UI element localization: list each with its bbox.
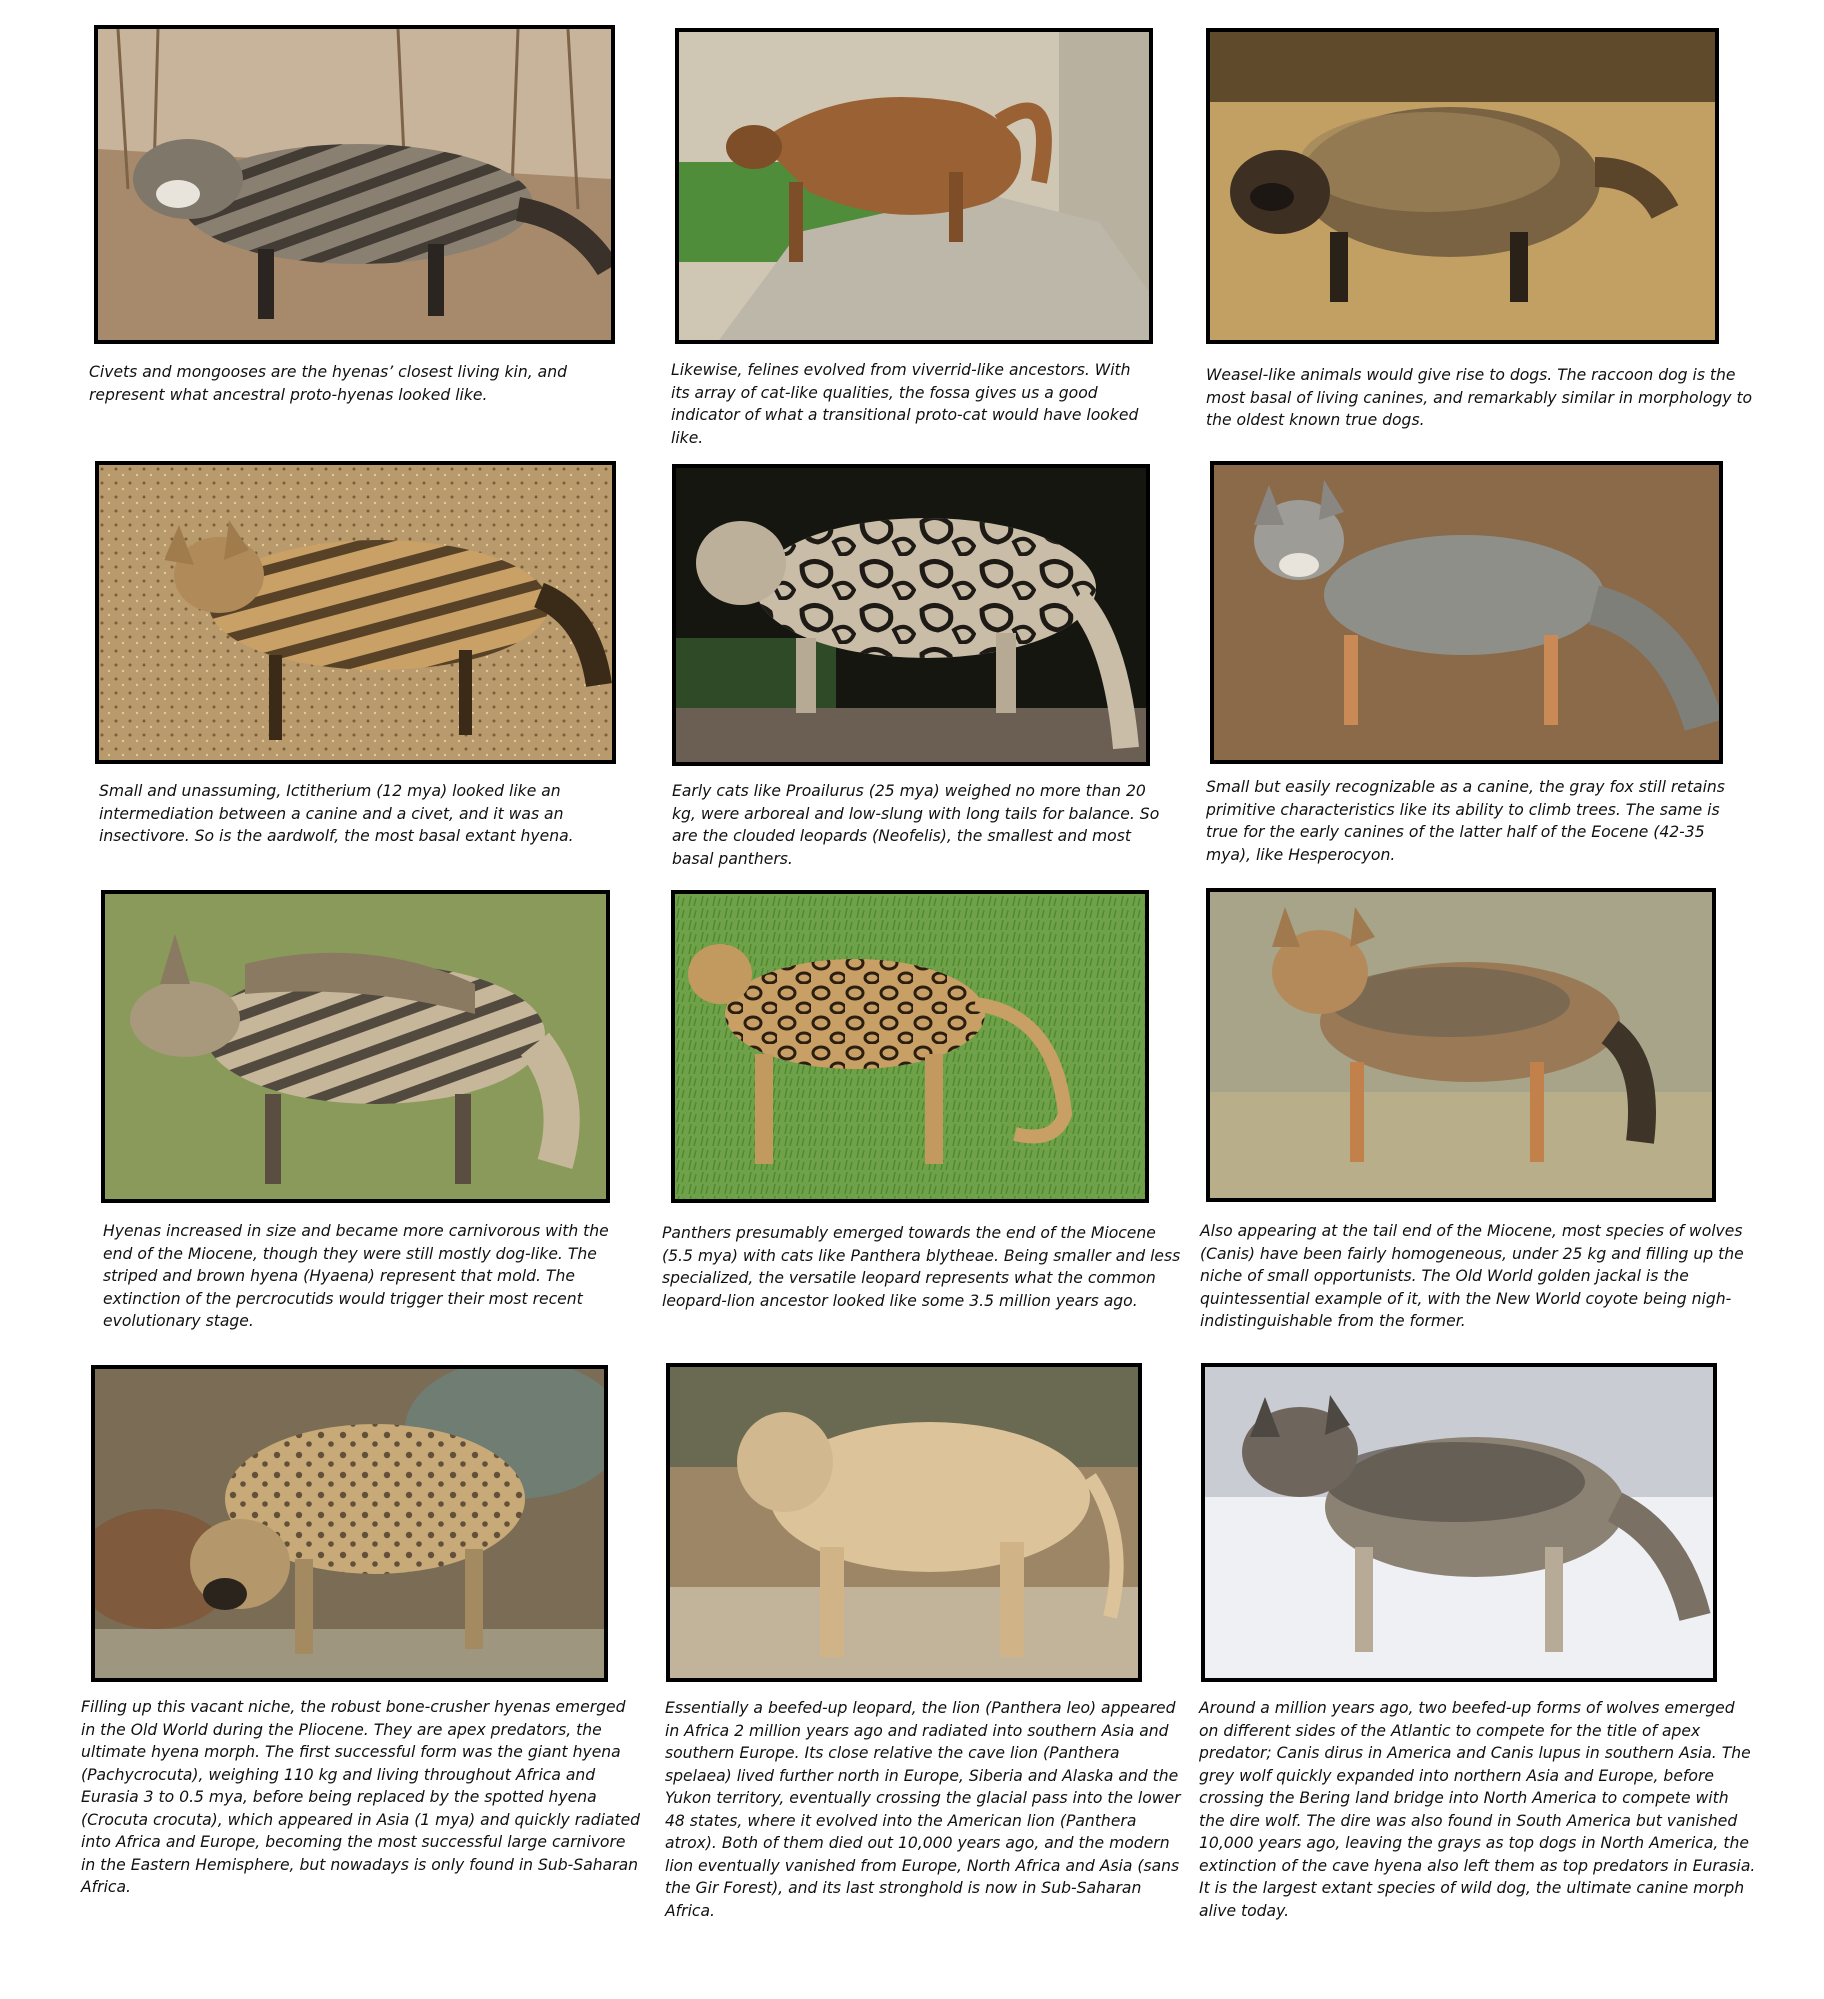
wolf-caption: Around a million years ago, two beefed-up forms of wolves emerged on different sides of the Atlantic to compete for the title of apex predator; Canis dirus in America and Canis lupus in southern Asia. The grey wolf quickly expanded into northern Asia and Europe, before crossing the Bering land bridge into North America to compete with the dire wolf. The dire was also found in South America but vanished 10,000 years ago, leaving the grays as top dogs in North America, the extinction of the cave hyena also left them as top predators in Eurasia. It is the largest extant species of wild dog, the ultimate canine morph alive today.: [1199, 1699, 1756, 1920]
clouded-leopard-photo: [672, 464, 1150, 766]
leopard-photo: [671, 890, 1149, 1203]
lion-illustration: [670, 1367, 1138, 1678]
clouded-leopard-illustration: [676, 468, 1146, 762]
raccoon-dog-photo: [1206, 28, 1719, 344]
aardwolf-caption: Small and unassuming, Ictitherium (12 mya) looked like an intermediation between a canine and a civet, and it was an insectivore. So is the aardwolf, the most basal extant hyena.: [99, 782, 574, 845]
leopard-illustration: [675, 894, 1145, 1199]
jackal-caption: Also appearing at the tail end of the Miocene, most species of wolves (Canis) have been fairly homogeneous, under 25 kg and filling up the niche of small opportunists. The Old World golden jackal is the quintessential example of it, with the New World coyote being nigh-indistinguishable from the former.: [1200, 1222, 1744, 1330]
striped-hyena-photo: [101, 890, 610, 1203]
leopard-caption: Panthers presumably emerged towards the end of the Miocene (5.5 mya) with cats like Panthera blytheae. Being smaller and less specialized, the versatile leopard represents what the common leopard-lion ancestor looked like some 3.5 million years ago.: [662, 1224, 1181, 1310]
aardwolf-illustration: [99, 465, 612, 760]
spotted-hyena-photo: [91, 1365, 608, 1682]
wolf-illustration: [1205, 1367, 1713, 1678]
striped-hyena-illustration: [105, 894, 606, 1199]
striped-hyena-caption: Hyenas increased in size and became more carnivorous with the end of the Miocene, though they were still mostly dog-like. The striped and brown hyena (Hyaena) represent that mold. The extinction of the percrocutids would trigger their most recent evolutionary stage.: [103, 1222, 609, 1330]
civet-illustration: [98, 29, 611, 340]
spotted-hyena-caption: Filling up this vacant niche, the robust bone-crusher hyenas emerged in the Old World during the Pliocene. They are apex predators, the ultimate hyena morph. The first successful form was the giant hyena (Pachycrocuta), weighing 110 kg and living throughout Africa and Eurasia 3 to 0.5 mya, before being replaced by the spotted hyena (Crocuta crocuta), which appeared in Asia (1 mya) and quickly radiated into Africa and Europe, becoming the most successful large carnivore in the Eastern Hemisphere, but nowadays is only found in Sub-Saharan Africa.: [81, 1698, 641, 1896]
jackal-photo: [1206, 888, 1716, 1202]
gray-fox-caption: Small but easily recognizable as a canine, the gray fox still retains primitive characteristics like its ability to climb trees. The same is true for the early canines of the latter half of the Eocene (42-35 mya), like Hesperocyon.: [1206, 778, 1725, 864]
civet-caption: Civets and mongooses are the hyenas’ closest living kin, and represent what ancestral proto-hyenas looked like.: [89, 363, 567, 404]
gray-fox-illustration: [1214, 465, 1719, 760]
fossa-caption: Likewise, felines evolved from viverrid-like ancestors. With its array of cat-like qualities, the fossa gives us a good indicator of what a transitional proto-cat would have looked like.: [671, 361, 1139, 447]
wolf-photo: [1201, 1363, 1717, 1682]
raccoon-dog-illustration: [1210, 32, 1715, 340]
gray-fox-photo: [1210, 461, 1723, 764]
raccoon-dog-caption: Weasel-like animals would give rise to dogs. The raccoon dog is the most basal of living canines, and remarkably similar in morphology to the oldest known true dogs.: [1206, 366, 1753, 429]
spotted-hyena-illustration: [95, 1369, 604, 1678]
lion-photo: [666, 1363, 1142, 1682]
fossa-photo: [675, 28, 1153, 344]
aardwolf-photo: [95, 461, 616, 764]
lion-caption: Essentially a beefed-up leopard, the lion (Panthera leo) appeared in Africa 2 million years ago and radiated into southern Asia and southern Europe. Its close relative the cave lion (Panthera spelaea) lived further north in Europe, Siberia and Alaska and the Yukon territory, eventually crossing the glacial pass into the lower 48 states, where it evolved into the American lion (Panthera atrox). Both of them died out 10,000 years ago, and the modern lion eventually vanished from Europe, North Africa and Asia (sans the Gir Forest), and its last stronghold is now in Sub-Saharan Africa.: [665, 1699, 1181, 1920]
jackal-illustration: [1210, 892, 1712, 1198]
clouded-leopard-caption: Early cats like Proailurus (25 mya) weighed no more than 20 kg, were arboreal and low-slung with long tails for balance. So are the clouded leopards (Neofelis), the smallest and most basal panthers.: [672, 782, 1160, 868]
fossa-illustration: [679, 32, 1149, 340]
civet-photo: [94, 25, 615, 344]
